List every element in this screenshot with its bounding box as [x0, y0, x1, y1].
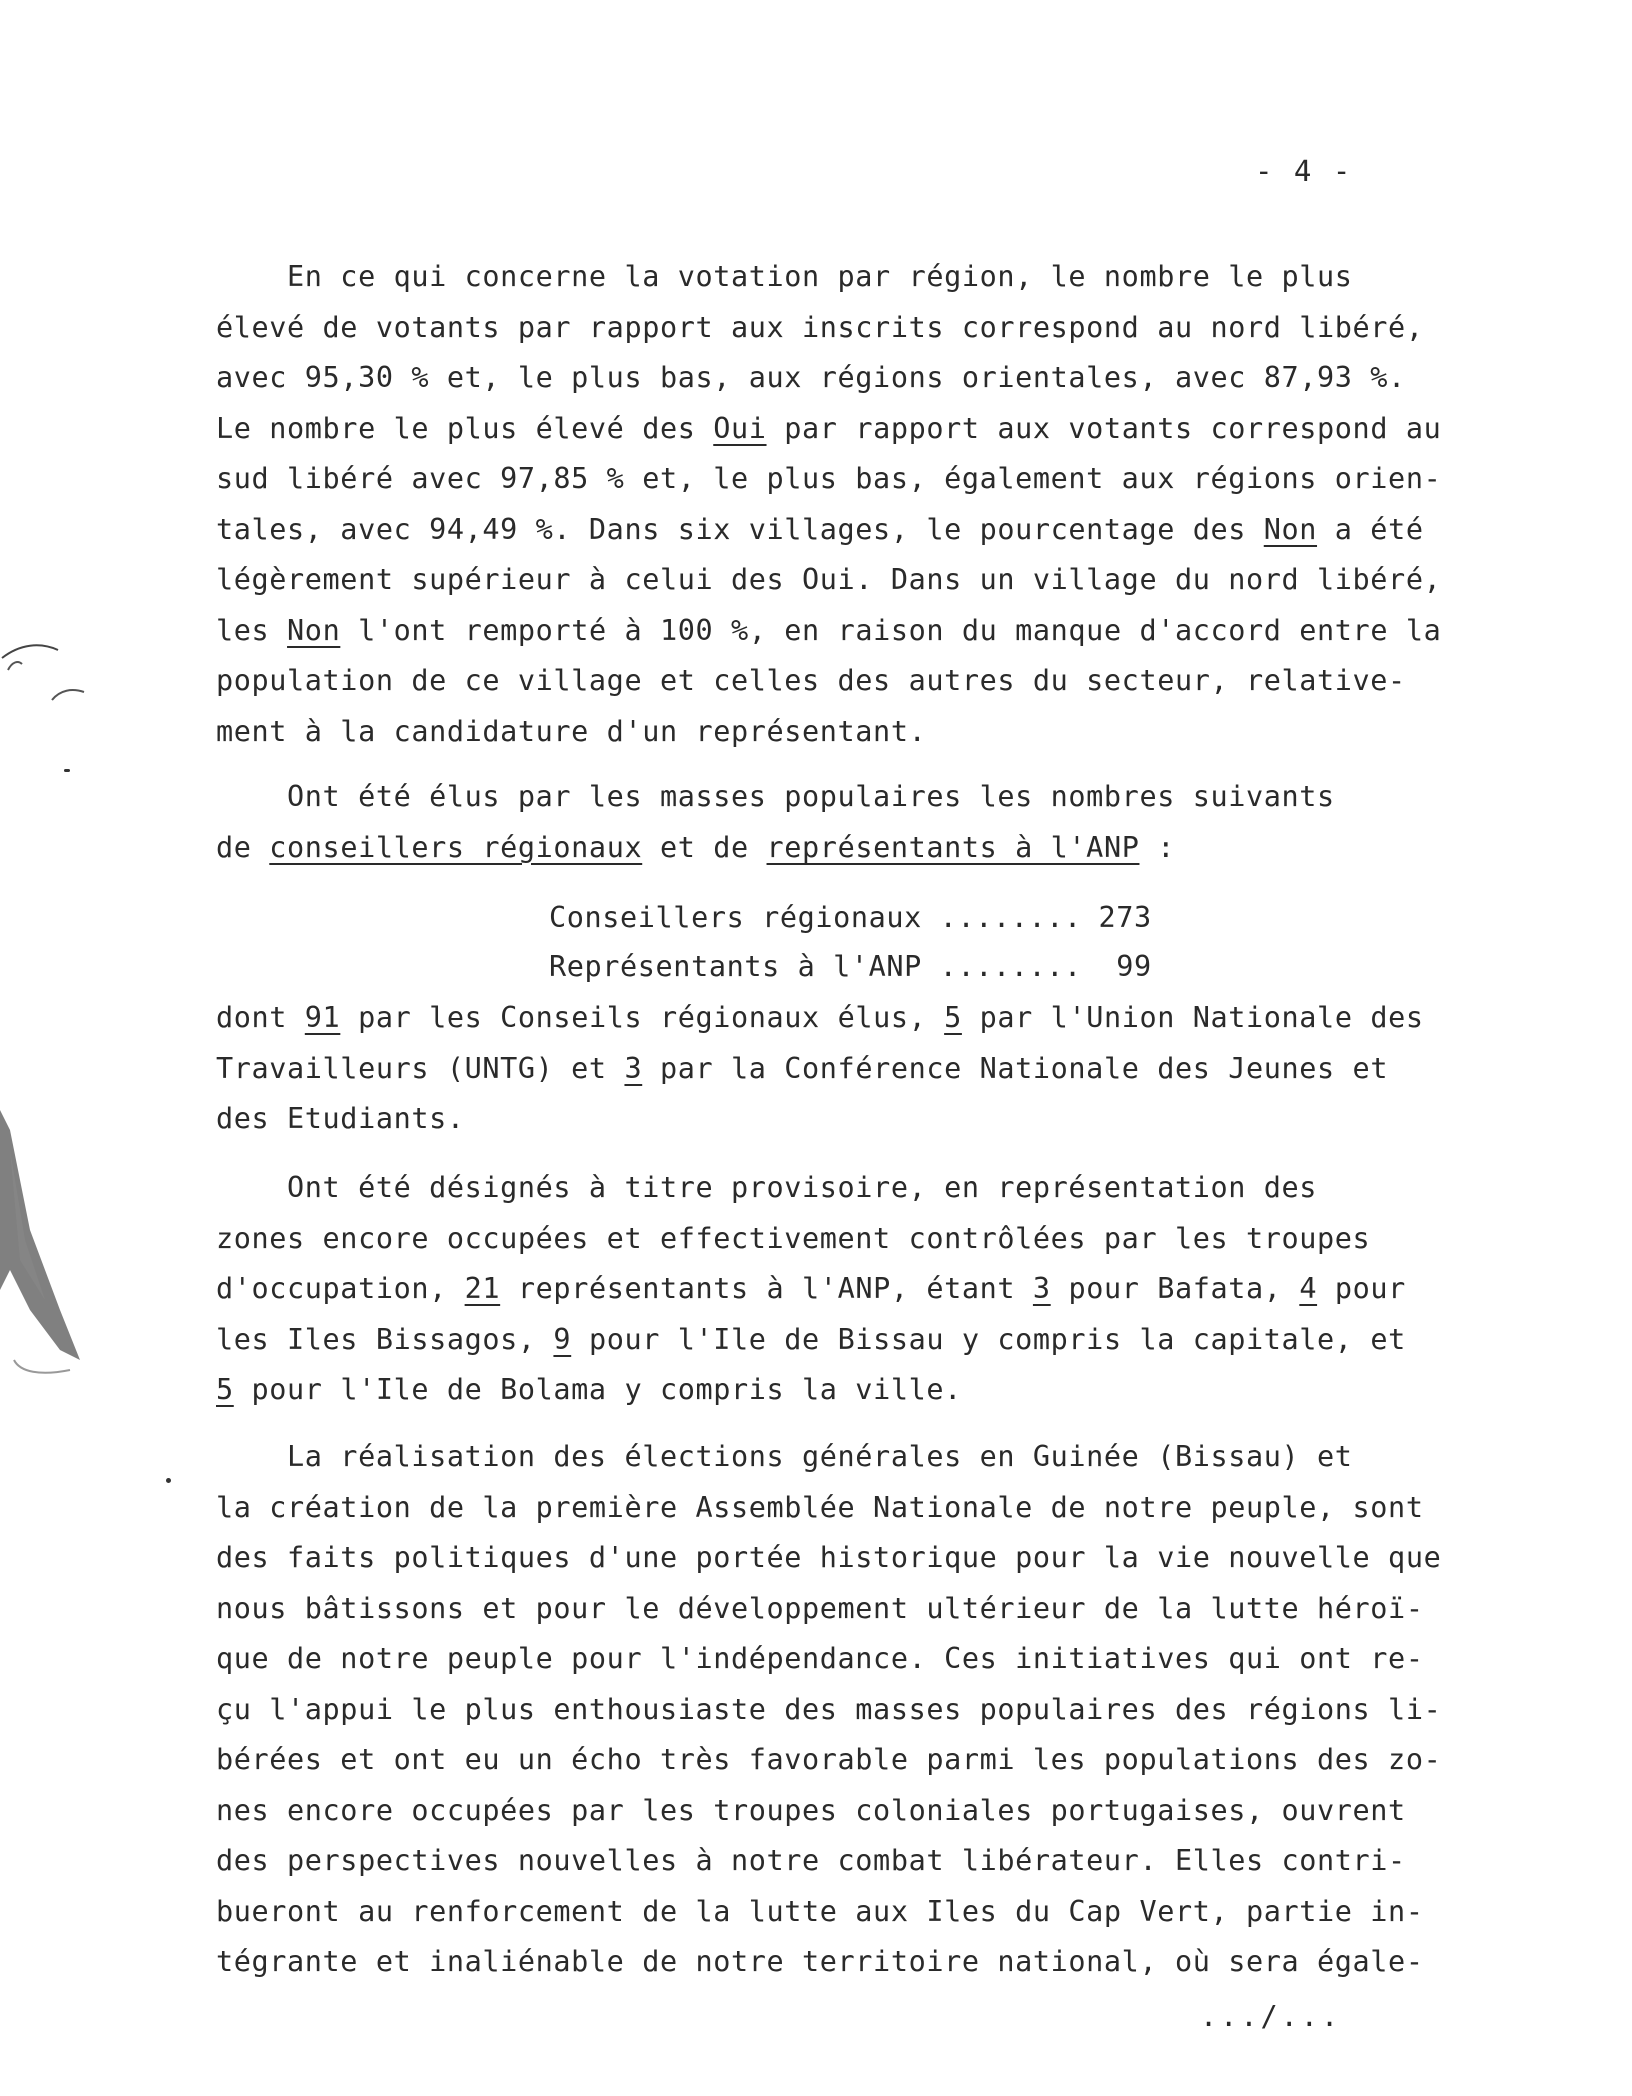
underlined-number: 4 — [1299, 1272, 1318, 1305]
text-line: ment à la candidature d'un représentant. — [216, 714, 927, 748]
text-line: bérées et ont eu un écho très favorable parmi les populations des zo- — [216, 1743, 1442, 1776]
tally-value: 273 — [1098, 901, 1152, 934]
underlined-number: 5 — [216, 1373, 234, 1406]
paragraph-provisional-designation — [216, 1163, 1576, 1416]
tally-label: Représentants à l'ANP ........ — [549, 950, 1082, 983]
text-line: de conseillers régionaux et de représentants à l'ANP : — [216, 830, 1175, 864]
scan-artifact-curl — [0, 640, 90, 720]
text-line: la création de la première Assemblée Nationale de notre peuple, sont — [216, 1490, 1424, 1524]
paragraph-historic-significance — [216, 1432, 1576, 1988]
underlined-number: 21 — [464, 1272, 501, 1305]
text-line: des perspectives nouvelles à notre combat libérateur. Elles contri- — [216, 1844, 1406, 1877]
paragraph-voting-by-region — [216, 252, 1576, 757]
underlined-number: 3 — [1032, 1272, 1051, 1305]
tally-label: Conseillers régionaux ........ — [549, 901, 1082, 934]
continuation-marker: .../... — [1200, 2000, 1342, 2033]
text-line: sud libéré avec 97,85 % et, le plus bas, également aux régions orien- — [216, 462, 1442, 495]
underlined-anp-representatives: représentants à l'ANP — [766, 830, 1140, 864]
underlined-number: 9 — [553, 1322, 572, 1356]
text-line: Travailleurs (UNTG) et 3 par la Conférence Nationale des Jeunes et — [216, 1051, 1389, 1085]
text-line: çu l'appui le plus enthousiaste des masses populaires des régions li- — [216, 1692, 1442, 1726]
text-line: les Non l'ont remporté à 100 %, en raison du manque d'accord entre la — [216, 613, 1442, 647]
text-line: zones encore occupées et effectivement contrôlées par les troupes — [216, 1221, 1371, 1255]
text-line: Ont été désignés à titre provisoire, en représentation des — [216, 1171, 1318, 1204]
text-line: En ce qui concerne la votation par région, le nombre le plus — [216, 260, 1353, 293]
text-line: légèrement supérieur à celui des Oui. Dans un village du nord libéré, — [216, 563, 1442, 596]
paragraph-representatives-breakdown — [216, 993, 1576, 1145]
underlined-number: 5 — [944, 1001, 962, 1034]
tally-row — [549, 942, 1152, 991]
scan-artifact-dot — [166, 1478, 171, 1483]
scan-artifact-shadow — [0, 1110, 90, 1380]
underlined-non: Non — [287, 613, 341, 647]
underlined-number: 3 — [624, 1051, 643, 1085]
text-line: que de notre peuple pour l'indépendance. Ces initiatives qui ont re- — [216, 1642, 1424, 1675]
text-line: des Etudiants. — [216, 1102, 465, 1135]
text-line: tales, avec 94,49 %. Dans six villages, le pourcentage des Non a été — [216, 512, 1424, 546]
tally-value: 99 — [1116, 950, 1152, 983]
text-line: d'occupation, 21 représentants à l'ANP, étant 3 pour Bafata, 4 pour — [216, 1272, 1406, 1305]
underlined-number: 91 — [304, 1001, 341, 1034]
text-line: tégrante et inaliénable de notre territoire national, où sera égale- — [216, 1945, 1424, 1978]
text-line: des faits politiques d'une portée historique pour la vie nouvelle que — [216, 1541, 1442, 1574]
text-line: nes encore occupées par les troupes coloniales portugaises, ouvrent — [216, 1793, 1406, 1827]
page-number: - 4 - — [1255, 154, 1353, 188]
scan-artifact-dot — [64, 769, 70, 772]
paragraph-elected — [216, 772, 1576, 873]
text-line: 5 pour l'Ile de Bolama y compris la ville. — [216, 1373, 962, 1406]
text-line: population de ce village et celles des autres du secteur, relative- — [216, 664, 1406, 697]
underlined-non: Non — [1263, 512, 1318, 546]
underlined-oui: Oui — [713, 411, 767, 445]
text-line: bueront au renforcement de la lutte aux Iles du Cap Vert, partie in- — [216, 1894, 1424, 1928]
text-line: nous bâtissons et pour le développement ultérieur de la lutte héroï- — [216, 1591, 1424, 1625]
text-line: La réalisation des élections générales en Guinée (Bissau) et — [216, 1440, 1353, 1473]
underlined-regional-councillors: conseillers régionaux — [269, 830, 643, 864]
text-line: élevé de votants par rapport aux inscrits correspond au nord libéré, — [216, 310, 1424, 344]
text-line: Le nombre le plus élevé des Oui par rapport aux votants correspond au — [216, 411, 1442, 445]
elected-tally — [549, 893, 1152, 991]
text-line: Ont été élus par les masses populaires les nombres suivants — [216, 780, 1335, 813]
tally-row — [549, 893, 1152, 942]
text-line: avec 95,30 % et, le plus bas, aux régions orientales, avec 87,93 %. — [216, 361, 1406, 394]
text-line: dont 91 par les Conseils régionaux élus, 5 par l'Union Nationale des — [216, 1001, 1424, 1034]
text-line: les Iles Bissagos, 9 pour l'Ile de Bissau y compris la capitale, et — [216, 1322, 1406, 1356]
